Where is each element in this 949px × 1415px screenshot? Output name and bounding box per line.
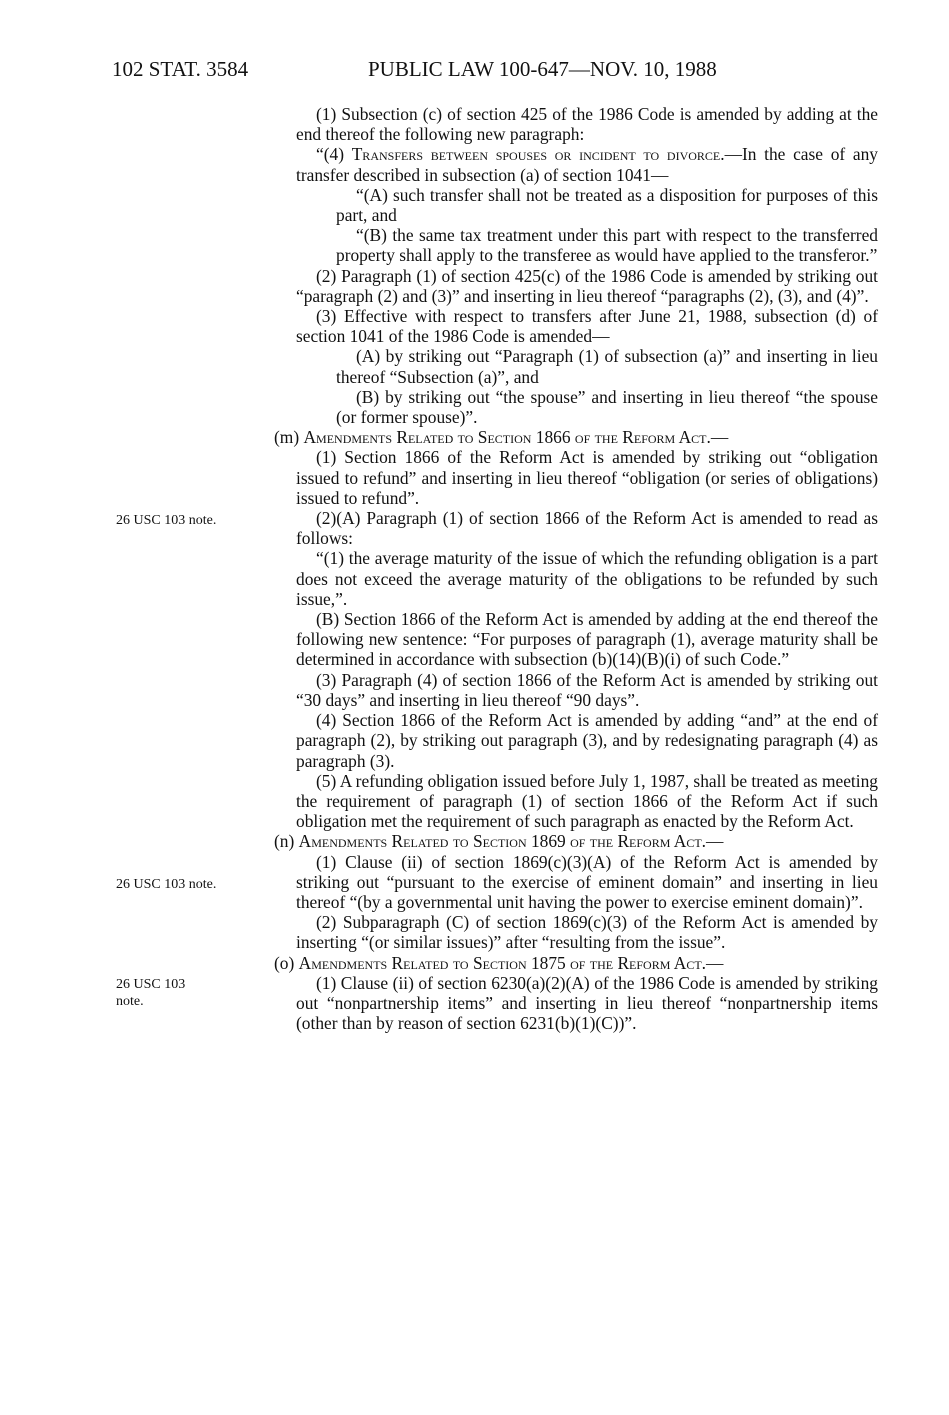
stat-page-number: 102 STAT. 3584 (112, 57, 249, 81)
section-title: Amendments Related to Section 1866 of the Reform Act. (303, 427, 711, 448)
paragraph: (5) A refunding obligation issued before July 1, 1987, shall be treated as meeting the requirement of paragraph (1) of section 1866 of the Reform Act if such obligation met the requirement of such paragraph as enacted by the Reform Act. (296, 770, 878, 832)
margin-note: 26 USC 103 note. (116, 513, 217, 528)
paragraph: (3) Effective with respect to transfers after June 21, 1988, subsection (d) of section 1041 of the 1986 Code is amended— (296, 306, 878, 347)
law-text (274, 104, 878, 1034)
section-heading (274, 427, 878, 447)
paragraph-text: —In the case of any transfer described in subsection (a) of section 1041— (296, 144, 878, 185)
section-dash: — (706, 952, 724, 973)
paragraph: (1) Subsection (c) of section 425 of the 1986 Code is amended by adding at the end thereof the following new paragraph: (296, 104, 878, 145)
section-letter: (m) (274, 427, 304, 448)
paragraph: (4) Section 1866 of the Reform Act is amended by adding “and” at the end of paragraph (2), by striking out paragraph (3), and by redesignating paragraph (4) as paragraph (3). (296, 710, 878, 771)
section-title: Amendments Related to Section 1875 of the Reform Act. (298, 952, 707, 973)
paragraph (296, 144, 878, 184)
section-heading (274, 953, 878, 973)
section-dash: — (706, 831, 724, 852)
subparagraph: (A) by striking out “Paragraph (1) of subsection (a)” and inserting in lieu thereof “Subsection (a)”, and (336, 346, 878, 387)
section-letter: (n) (274, 831, 299, 852)
paragraph: (1) Section 1866 of the Reform Act is amended by striking out “obligation issued to refund” and inserting in lieu thereof “obligation (or series of obligations) issued to refund”. (296, 447, 878, 508)
paragraph: (2) Paragraph (1) of section 425(c) of the 1986 Code is amended by striking out “paragraph (2) and (3)” and inserting in lieu thereof “paragraphs (2), (3), and (4)”. (296, 265, 878, 306)
paragraph: (1) Clause (ii) of section 1869(c)(3)(A) of the Reform Act is amended by striking out “pursuant to the exercise of eminent domain” and inserting in lieu thereof “(by a governmental unit having the power to exercise eminent domain)”. (296, 851, 878, 912)
margin-note: 26 USC 103 note. (116, 977, 186, 1009)
paragraph: (1) Clause (ii) of section 6230(a)(2)(A) of the 1986 Code is amended by striking out “nonpartnership items” and inserting in lieu thereof “nonpartnership items (other than by reason of section 6231(b)(1)(C))”. (296, 972, 878, 1034)
paragraph: (2)(A) Paragraph (1) of section 1866 of the Reform Act is amended to read as follows: (296, 508, 878, 549)
section-title: Amendments Related to Section 1869 of the Reform Act. (298, 831, 707, 852)
section-letter: (o) (274, 952, 299, 973)
subparagraph: “(A) such transfer shall not be treated as a disposition for purposes of this part, and (336, 184, 878, 226)
public-law-citation: PUBLIC LAW 100-647—NOV. 10, 1988 (368, 57, 717, 81)
subparagraph: “(B) the same tax treatment under this part with respect to the transferred property shall apply to the transferee as would have applied to the transferor.” (336, 225, 878, 266)
paragraph: (3) Paragraph (4) of section 1866 of the Reform Act is amended by striking out “30 days” and inserting in lieu thereof “90 days”. (296, 669, 878, 710)
margin-note: 26 USC 103 note. (116, 877, 217, 892)
section-heading (274, 831, 878, 851)
quoted-paragraph: “(1) the average maturity of the issue of which the refunding obligation is a part does not exceed the average maturity of the obligations to be refunded by such issue,”. (296, 548, 878, 609)
paragraph: (2) Subparagraph (C) of section 1869(c)(3) of the Reform Act is amended by inserting “(or similar issues)” after “resulting from the issue”. (296, 912, 878, 953)
paragraph: (B) Section 1866 of the Reform Act is amended by adding at the end thereof the following new sentence: “For purposes of paragraph (1), average maturity shall be determined in accordance with subsection (b)(14)(B)(i) of such Code.” (296, 609, 878, 670)
paragraph-heading: Transfers between spouses or incident to divorce. (351, 144, 725, 165)
subparagraph: (B) by striking out “the spouse” and inserting in lieu thereof “the spouse (or former spouse)”. (336, 386, 878, 428)
paragraph-number: “(4) (316, 144, 352, 165)
section-dash: — (710, 427, 729, 448)
